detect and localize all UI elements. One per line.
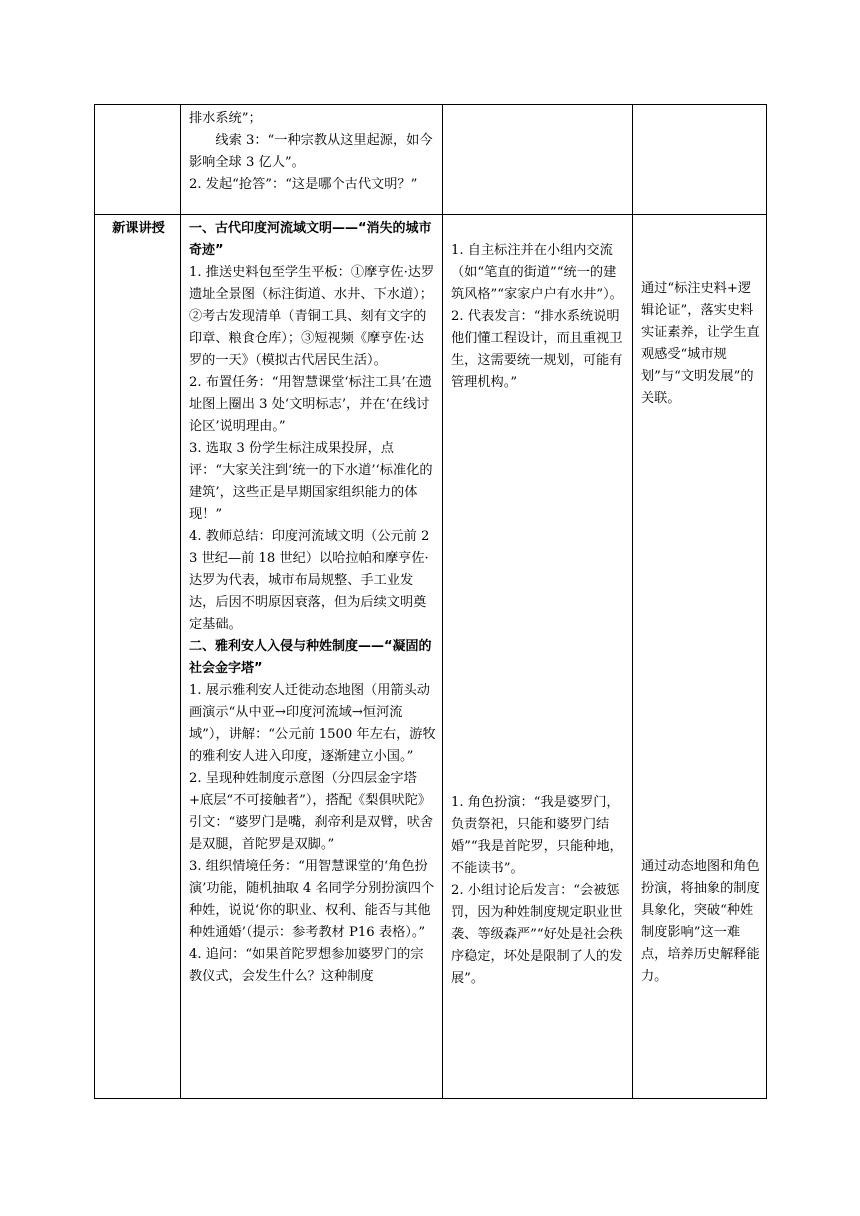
design-intent-text: 通过动态地图和角色扮演，将抽象的制度具象化，突破“种姓制度影响”这一难点，培养历史解释能力。: [641, 859, 760, 984]
list-item: 1. 自主标注并在小组内交流（如“笔直的街道”“统一的建筑风格”“家家户户有水井”）。: [451, 243, 623, 302]
section-heading: 一、古代印度河流域文明——“消失的城市奇迹”: [189, 221, 432, 258]
list-item: 1. 角色扮演：“我是婆罗门，负责祭祀，只能和婆罗门结婚”“我是首陀罗，只能种地，不能读书”。: [451, 795, 623, 876]
design-intent-text: 通过“标注史料+逻辑论证”，落实史料实证素养，让学生直观感受“城市规划”与“文明发展”的关联。: [641, 281, 760, 406]
lesson-plan-table: [94, 104, 767, 1099]
list-item: 2. 发起“抢答”：“这是哪个古代文明？”: [189, 177, 418, 192]
list-item: 1. 推送史料包至学生平板：①摩亨佐·达罗遗址全景图（标注街道、水井、下水道）；②考古发现清单（青铜工具、刻有文字的印章、粮食仓库）；③短视频《摩亨佐·达罗的一天》（模拟古代居民生活）。: [189, 265, 435, 368]
list-item: 线索 3：“一种宗教从这里起源，如今影响全球 3 亿人”。: [189, 133, 433, 170]
table-row: [95, 105, 767, 215]
list-item: 2. 布置任务：“用智慧课堂‘标注工具’在遗址图上圈出 3 处‘文明标志’，并在‘在线讨论区’说明理由。”: [189, 375, 432, 434]
table-row: [95, 215, 767, 1099]
list-item: 2. 呈现种姓制度示意图（分四层金字塔+底层“不可接触者”），搭配《梨俱吠陀》引文：“婆罗门是嘴，刹帝利是双臂，吠舍是双腿，首陀罗是双脚。”: [189, 771, 434, 852]
list-item: 2. 代表发言：“排水系统说明他们懂工程设计，而且重视卫生，这需要统一规划，可能有管理机构。”: [451, 309, 623, 390]
spacer: [641, 218, 760, 278]
list-item: 4. 追问：“如果首陀罗想参加婆罗门的宗教仪式，会发生什么？这种制度: [189, 947, 424, 984]
teacher-activity-cell: [181, 105, 443, 215]
list-item: 1. 展示雅利安人迁徙动态地图（用箭头动画演示“从中亚→印度河流域→恒河流域”），讲解：“公元前 1500 年左右，游牧的雅利安人进入印度，逐渐建立小国。”: [189, 683, 436, 764]
teacher-activity-cell: [181, 215, 443, 1099]
student-activity-cell: [443, 105, 633, 215]
design-intent-cell: [633, 105, 767, 215]
list-item: 3. 选取 3 份学生标注成果投屏，点评：“大家关注到‘统一的下水道’‘标准化的建筑’，这些正是早期国家组织能力的体现！”: [189, 441, 433, 522]
list-item: 4. 教师总结：印度河流域文明（公元前 23 世纪—前 18 世纪）以哈拉帕和摩亨佐·达罗为代表，城市布局规整、手工业发达，后因不明原因衰落，但为后续文明奠定基础。: [189, 529, 430, 632]
student-activity-cell: [443, 215, 633, 1099]
section-heading: 二、雅利安人入侵与种姓制度——“凝固的社会金字塔”: [189, 639, 432, 676]
spacer: [451, 394, 626, 792]
design-intent-cell: [633, 215, 767, 1099]
spacer: [641, 410, 760, 856]
spacer: [451, 218, 626, 240]
stage-label: 新课讲授: [95, 215, 181, 1099]
list-item: 2. 小组讨论后发言：“会被惩罚，因为种姓制度规定职业世袭、等级森严”“好处是社会秩序稳定，坏处是限制了人的发展”。: [451, 883, 623, 986]
list-item: 3. 组织情境任务：“用智慧课堂的‘角色扮演’功能，随机抽取 4 名同学分别扮演四个种姓，说说‘你的职业、权利、能否与其他种姓通婚’（提示：参考教材 P16 表格）。”: [189, 859, 435, 940]
list-item: 排水系统”；: [189, 111, 262, 126]
stage-cell-empty: [95, 105, 181, 215]
